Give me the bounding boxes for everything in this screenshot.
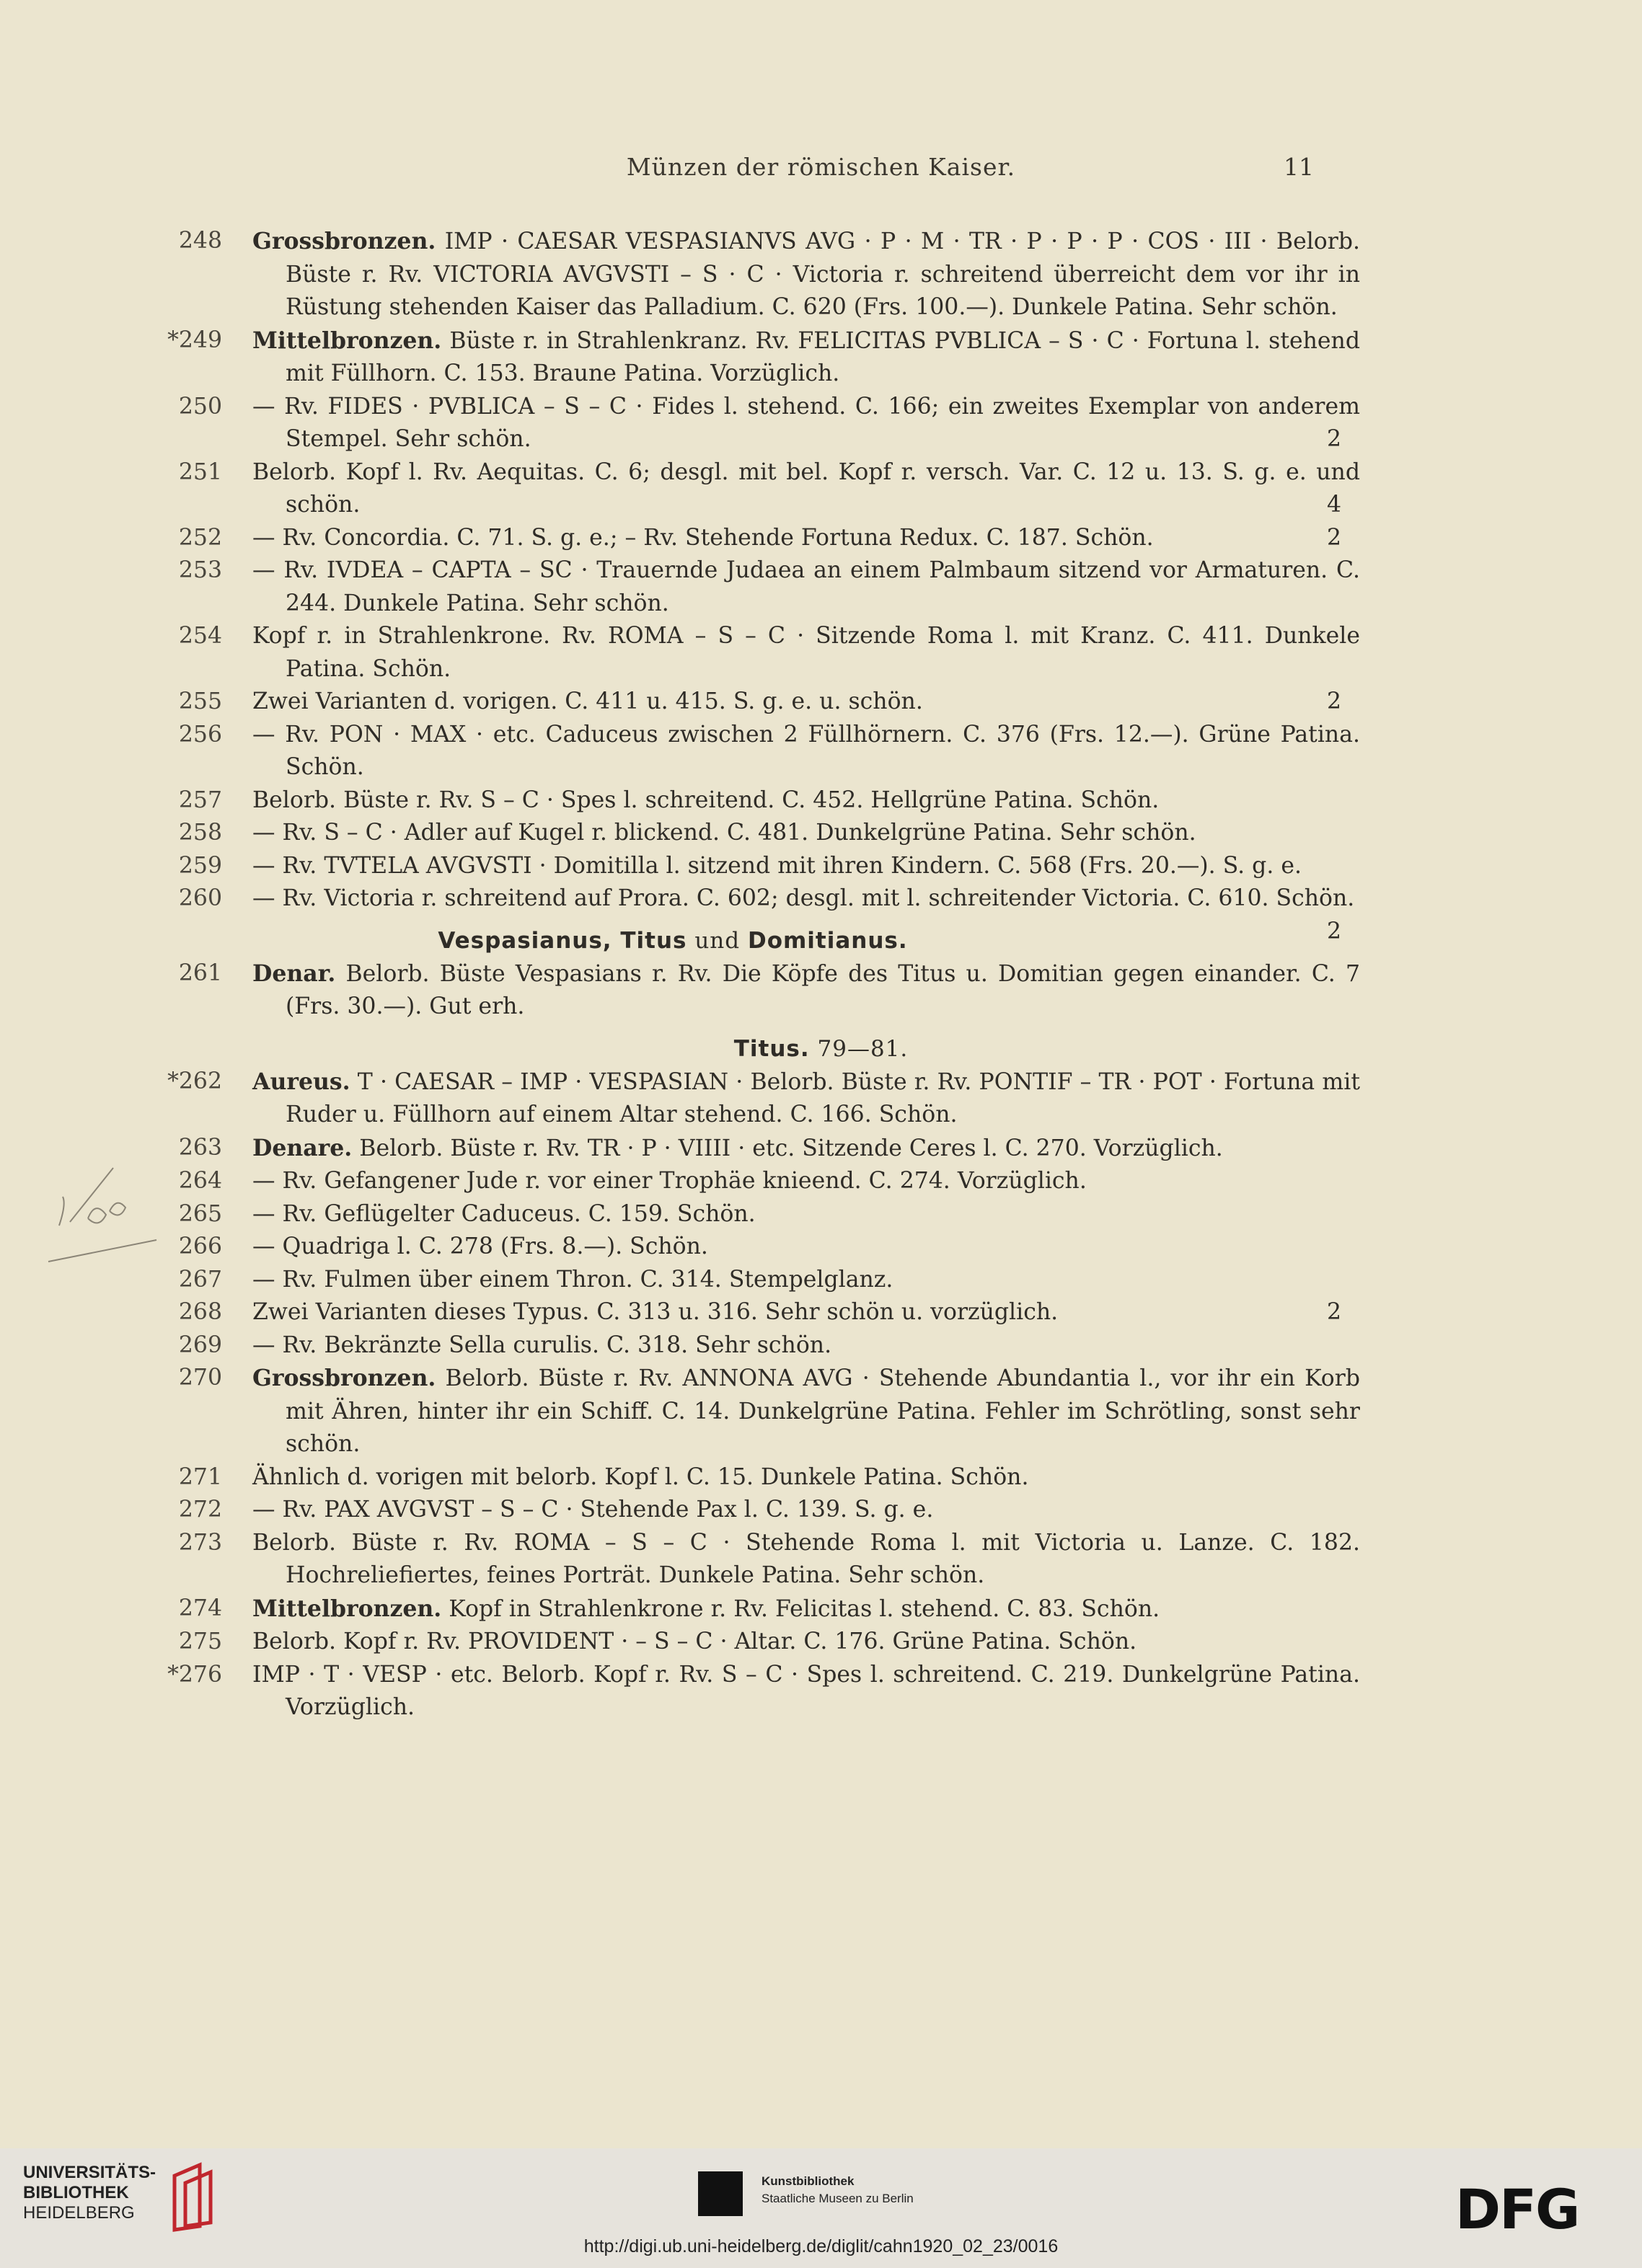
catalogue-entry xyxy=(0,225,1642,324)
entry-description xyxy=(252,1626,1360,1659)
catalogue-entry xyxy=(0,1165,1642,1198)
entry-number: 256 xyxy=(178,721,222,748)
dfg-logo: DFG xyxy=(1455,2177,1579,2241)
entry-number: 266 xyxy=(178,1233,222,1259)
entry-number: 268 xyxy=(178,1299,222,1325)
catalogue-entry xyxy=(0,1296,1642,1329)
entry-description xyxy=(252,1132,1360,1166)
entry-text: — Rv. TVTELA AVGVSTI · Domitilla l. sitzend mit ihren Kindern. C. 568 (Frs. 20.—). S. g. e. xyxy=(252,852,1302,879)
denomination-label: Denar. xyxy=(252,960,336,987)
entry-text: Belorb. Büste r. Rv. ANNONA AVG · Stehende Abundantia l., vor ihr ein Korb mit Ähren, hinter ihr ein Schiff. C. 14. Dunkelgrüne Patina. Fehler im Schrötling, sonst sehr schön. xyxy=(286,1365,1360,1457)
catalogue-entry xyxy=(0,1659,1642,1724)
entry-number: 248 xyxy=(178,228,222,254)
kb-line-2: Staatliche Museen zu Berlin xyxy=(762,2192,914,2205)
catalogue-entry xyxy=(0,1066,1642,1132)
catalogue-entry xyxy=(0,957,1642,1024)
catalogue-entry xyxy=(0,1329,1642,1363)
entry-description xyxy=(252,1264,1360,1297)
entry-text: Belorb. Büste r. Rv. S – C · Spes l. schreitend. C. 452. Hellgrüne Patina. Schön. xyxy=(252,787,1160,813)
entry-number: 270 xyxy=(178,1365,222,1391)
entry-number: 264 xyxy=(178,1168,222,1194)
entry-number: 257 xyxy=(178,787,222,813)
catalogue-entry xyxy=(0,1231,1642,1264)
catalogue-entry xyxy=(0,522,1642,555)
entry-description xyxy=(252,1659,1360,1724)
entry-text: IMP · CAESAR VESPASIANVS AVG · P · M · TR · P · P · P · COS · III · Belorb. Büste r. Rv. VICTORIA AVGVSTI – S · C · Victoria r. schreitend überreicht dem vor ihr in Rüstung stehenden Kaiser das Palladium. C. 620 (Frs. 100.—). Dunkele Patina. Sehr schön. xyxy=(286,229,1360,320)
catalogue-entry xyxy=(0,686,1642,719)
denomination-label: Aureus. xyxy=(252,1068,350,1095)
entry-text: Belorb. Kopf r. Rv. PROVIDENT · – S – C · Altar. C. 176. Grüne Patina. Schön. xyxy=(252,1629,1137,1655)
entry-text: Kopf in Strahlenkrone r. Rv. Felicitas l. stehend. C. 83. Schön. xyxy=(441,1595,1160,1622)
denomination-label: Grossbronzen. xyxy=(252,1365,436,1391)
heading-part: Vespasianus, Titus xyxy=(438,927,687,954)
catalogue-entry xyxy=(0,1593,1642,1626)
catalogue-entry xyxy=(0,456,1642,522)
heading-years: 79—81. xyxy=(809,1035,909,1062)
entry-description xyxy=(252,1329,1360,1363)
entry-text: — Rv. Geflügelter Caduceus. C. 159. Schön. xyxy=(252,1200,756,1227)
entry-description xyxy=(252,1593,1360,1626)
entry-description xyxy=(252,620,1360,686)
entry-number: 251 xyxy=(178,459,222,485)
kunstbibliothek-icon xyxy=(698,2171,743,2216)
entry-text: T · CAESAR – IMP · VESPASIAN · Belorb. Büste r. Rv. PONTIF – TR · POT · Fortuna mit Ruder u. Füllhorn auf einem Altar stehend. C. 166. Schön. xyxy=(286,1068,1360,1128)
catalogue-entry xyxy=(0,1198,1642,1231)
entry-description xyxy=(252,456,1360,522)
entry-number: *262 xyxy=(167,1068,222,1094)
piece-count: 2 xyxy=(1327,426,1342,452)
denomination-label: Grossbronzen. xyxy=(252,228,436,254)
entry-description xyxy=(252,686,1360,719)
denomination-label: Mittelbronzen. xyxy=(252,327,442,354)
heading-part-end: Domitianus. xyxy=(747,927,908,954)
entry-number: 271 xyxy=(178,1463,222,1490)
entry-text: — Quadriga l. C. 278 (Frs. 8.—). Schön. xyxy=(252,1233,708,1259)
entry-text: — Rv. S – C · Adler auf Kugel r. blickend. C. 481. Dunkelgrüne Patina. Sehr schön. xyxy=(252,820,1196,846)
entry-number: 273 xyxy=(178,1529,222,1556)
kunstbibliothek-text xyxy=(762,2173,914,2207)
university-emblem-icon xyxy=(167,2161,225,2233)
entry-description xyxy=(252,1461,1360,1494)
section-heading-titus xyxy=(0,1032,1642,1066)
kb-line-1: Kunstbibliothek xyxy=(762,2174,855,2188)
entry-number: *249 xyxy=(167,327,222,353)
entry-text: — Rv. Concordia. C. 71. S. g. e.; – Rv. Stehende Fortuna Redux. C. 187. Schön. xyxy=(252,524,1154,551)
entry-description xyxy=(252,1165,1360,1198)
catalogue-entry xyxy=(0,850,1642,883)
heading-connector: und xyxy=(687,927,748,954)
catalogue-entry xyxy=(0,719,1642,784)
catalogue-entry xyxy=(0,1494,1642,1527)
entry-text: — Rv. IVDEA – CAPTA – SC · Trauernde Judaea an einem Palmbaum sitzend vor Armaturen. C. 244. Dunkele Patina. Sehr schön. xyxy=(252,557,1360,616)
entry-number: 263 xyxy=(178,1134,222,1161)
denomination-label: Mittelbronzen. xyxy=(252,1595,442,1622)
running-title: Münzen der römischen Kaiser. xyxy=(626,153,1016,181)
entry-number: 254 xyxy=(178,623,222,649)
entry-number: 272 xyxy=(178,1497,222,1523)
running-head xyxy=(0,153,1642,189)
university-library-logo xyxy=(23,2163,156,2223)
piece-count: 2 xyxy=(1327,524,1342,551)
catalogue-entry xyxy=(0,1626,1642,1659)
entry-description xyxy=(252,850,1360,883)
entry-text: Belorb. Büste r. Rv. TR · P · VIIII · etc. Sitzende Ceres l. C. 270. Vorzüglich. xyxy=(352,1135,1223,1161)
entry-number: 260 xyxy=(178,885,222,911)
entry-description xyxy=(252,957,1360,1024)
entry-description xyxy=(252,1231,1360,1264)
entry-number: 274 xyxy=(178,1595,222,1621)
permalink-url[interactable]: http://digi.ub.uni-heidelberg.de/diglit/cahn1920_02_23/0016 xyxy=(583,2236,1059,2256)
entry-description xyxy=(252,1527,1360,1593)
entry-number: 250 xyxy=(178,393,222,420)
entry-text: — Rv. Gefangener Jude r. vor einer Trophäe knieend. C. 274. Vorzüglich. xyxy=(252,1168,1087,1194)
denomination-label: Denare. xyxy=(252,1134,353,1161)
entry-number: 267 xyxy=(178,1266,222,1293)
entry-number: 275 xyxy=(178,1629,222,1655)
entry-number: 269 xyxy=(178,1332,222,1358)
entry-description xyxy=(252,817,1360,850)
entry-text: — Rv. PON · MAX · etc. Caduceus zwischen 2 Füllhörnern. C. 376 (Frs. 12.—). Grüne Patina. Schön. xyxy=(252,721,1360,780)
entry-description xyxy=(252,784,1360,818)
entry-description xyxy=(252,225,1360,324)
entry-description xyxy=(252,1198,1360,1231)
section-heading-vespasianus-titus-domitianus xyxy=(0,924,1642,957)
entry-text: — Rv. FIDES · PVBLICA – S – C · Fides l. stehend. C. 166; ein zweites Exemplar von anderem Stempel. Sehr schön. xyxy=(252,393,1360,452)
footer-bar xyxy=(0,2148,1642,2268)
catalogue-entry xyxy=(0,1132,1642,1166)
entry-description xyxy=(252,1296,1360,1329)
entry-number: 253 xyxy=(178,557,222,583)
entry-text: Ähnlich d. vorigen mit belorb. Kopf l. C. 15. Dunkele Patina. Schön. xyxy=(252,1463,1029,1490)
entry-text: Büste r. in Strahlenkranz. Rv. FELICITAS PVBLICA – S · C · Fortuna l. stehend mit Füllhorn. C. 153. Braune Patina. Vorzüglich. xyxy=(286,327,1360,386)
entry-text: Belorb. Kopf l. Rv. Aequitas. C. 6; desgl. mit bel. Kopf r. versch. Var. C. 12 u. 13. S. g. e. und schön. xyxy=(252,459,1360,518)
entry-number: 255 xyxy=(178,688,222,714)
entry-description xyxy=(252,1066,1360,1132)
catalogue-entry xyxy=(0,391,1642,456)
entry-text: — Rv. Fulmen über einem Thron. C. 314. Stempelglanz. xyxy=(252,1266,893,1293)
entry-description xyxy=(252,719,1360,784)
entry-description xyxy=(252,391,1360,456)
entry-text: Belorb. Büste r. Rv. ROMA – S – C · Stehende Roma l. mit Victoria u. Lanze. C. 182. Hochreliefiertes, feines Porträt. Dunkele Patina. Sehr schön. xyxy=(252,1529,1360,1588)
entry-number: 261 xyxy=(178,960,222,986)
entry-description xyxy=(252,1362,1360,1461)
entry-text: Zwei Varianten d. vorigen. C. 411 u. 415. S. g. e. u. schön. xyxy=(252,688,923,714)
entry-number: 258 xyxy=(178,820,222,846)
catalogue-entry xyxy=(0,620,1642,686)
uni-logo-line-2: BIBLIOTHEK xyxy=(23,2183,129,2202)
heading-titus: Titus. xyxy=(733,1035,810,1062)
entry-number: 252 xyxy=(178,524,222,551)
catalogue-entry xyxy=(0,324,1642,391)
piece-count: 2 xyxy=(1327,688,1342,714)
entry-number: 259 xyxy=(178,852,222,879)
entry-number: *276 xyxy=(167,1661,222,1688)
entry-description xyxy=(252,324,1360,391)
entry-text: — Rv. PAX AVGVST – S – C · Stehende Pax l. C. 139. S. g. e. xyxy=(252,1497,934,1523)
entry-description xyxy=(252,522,1360,555)
catalogue-entries xyxy=(0,225,1642,1724)
entry-text: Kopf r. in Strahlenkrone. Rv. ROMA – S – C · Sitzende Roma l. mit Kranz. C. 411. Dunkele Patina. Schön. xyxy=(252,623,1360,682)
entry-text: — Rv. Bekränzte Sella curulis. C. 318. Sehr schön. xyxy=(252,1332,832,1358)
uni-logo-line-1: UNIVERSITÄTS- xyxy=(23,2163,156,2182)
piece-count: 4 xyxy=(1327,492,1342,518)
entry-text: Zwei Varianten dieses Typus. C. 313 u. 316. Sehr schön u. vorzüglich. xyxy=(252,1299,1059,1325)
piece-count: 2 xyxy=(1327,1299,1342,1325)
catalogue-entry xyxy=(0,784,1642,818)
catalogue-entry xyxy=(0,817,1642,850)
catalogue-entry xyxy=(0,1527,1642,1593)
catalogue-entry xyxy=(0,1362,1642,1461)
catalogue-entry xyxy=(0,554,1642,620)
entry-text: IMP · T · VESP · etc. Belorb. Kopf r. Rv. S – C · Spes l. schreitend. C. 219. Dunkelgrüne Patina. Vorzüglich. xyxy=(252,1661,1360,1720)
uni-logo-line-3: HEIDELBERG xyxy=(23,2203,135,2223)
entry-description xyxy=(252,1494,1360,1527)
piece-count: 2 xyxy=(1327,918,1342,944)
catalogue-entry xyxy=(0,1461,1642,1494)
entry-description xyxy=(252,554,1360,620)
entry-number: 265 xyxy=(178,1200,222,1227)
page-number: 11 xyxy=(1284,153,1314,181)
entry-text: — Rv. Victoria r. schreitend auf Prora. C. 602; desgl. mit l. schreitender Victoria. C. 610. Schön. xyxy=(252,885,1355,911)
catalogue-entry xyxy=(0,1264,1642,1297)
entry-text: Belorb. Büste Vespasians r. Rv. Die Köpfe des Titus u. Domitian gegen einander. C. 7 (Frs. 30.—). Gut erh. xyxy=(286,960,1360,1019)
